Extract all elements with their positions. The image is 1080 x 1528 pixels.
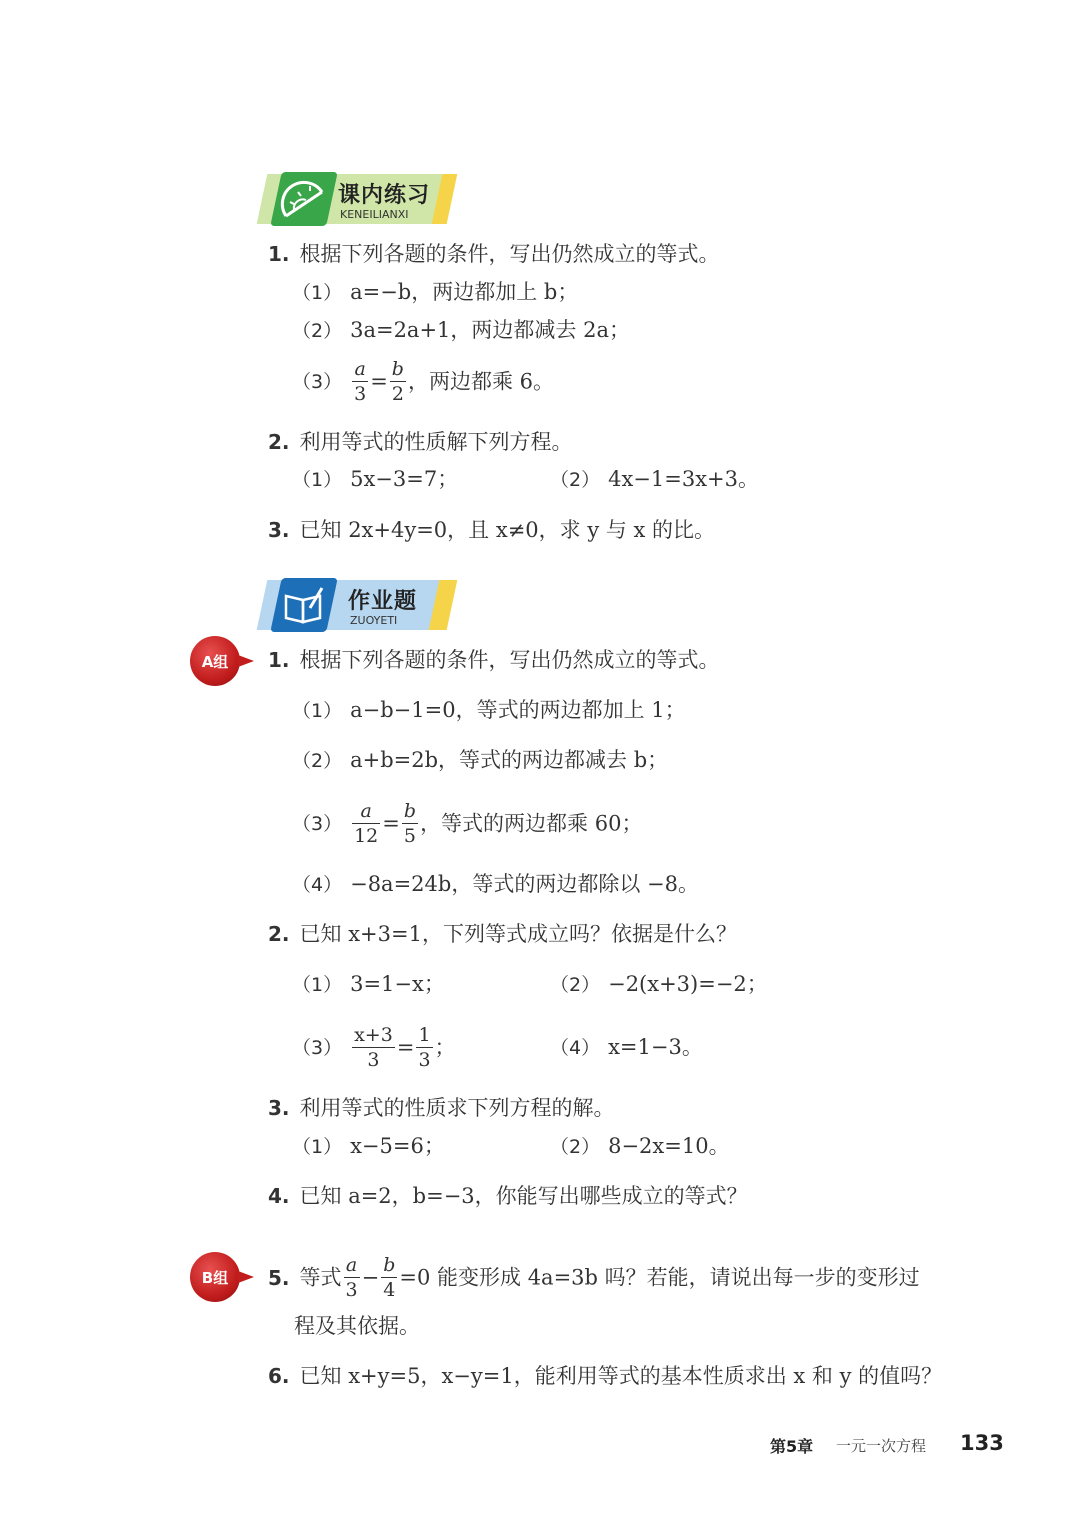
- homework-q2-s2: [550, 970, 768, 999]
- book-pencil-icon: [270, 578, 337, 632]
- sub-text: 4x−1=3x+3。: [608, 467, 760, 491]
- group-a-badge: A组: [190, 636, 240, 686]
- sub-label: （2）: [292, 750, 343, 772]
- fraction: [352, 357, 368, 406]
- sub-label: （2）: [292, 320, 343, 342]
- numerator: a: [345, 1254, 358, 1276]
- practice-title: 课内练习: [338, 183, 431, 208]
- denominator: 4: [381, 1277, 397, 1302]
- question-number: 3.: [268, 518, 290, 542]
- numerator: b: [383, 1254, 396, 1276]
- question-text: 利用等式的性质解下列方程。: [299, 430, 573, 454]
- group-b-badge: B组: [190, 1252, 240, 1302]
- equals-sign: =: [396, 1035, 415, 1060]
- question-text: 已知 x+y=5，x−y=1，能利用等式的基本性质求出 x 和 y 的值吗？: [299, 1364, 943, 1388]
- practice-q3: [268, 516, 715, 544]
- practice-q1-s2: [292, 316, 630, 345]
- practice-q1: [268, 240, 720, 268]
- question-text: 已知 x+3=1，下列等式成立吗？依据是什么？: [299, 922, 737, 946]
- numerator: 1: [418, 1024, 431, 1046]
- sub-label: （1）: [292, 1136, 343, 1158]
- homework-q3: [268, 1094, 615, 1122]
- question-text: 根据下列各题的条件，写出仍然成立的等式。: [299, 242, 720, 266]
- footer-chapter: 第5章: [770, 1437, 814, 1456]
- sub-text: 8−2x=10。: [608, 1134, 730, 1158]
- practice-q1-s3: [292, 352, 554, 410]
- sub-label: （1）: [292, 974, 343, 996]
- denominator: 3: [352, 1047, 395, 1072]
- sub-label: （2）: [550, 1136, 601, 1158]
- denominator: 2: [390, 381, 406, 406]
- homework-q3-s2: [550, 1132, 730, 1161]
- sub-text: a=−b，两边都加上 b；: [350, 280, 579, 304]
- question-number: 5.: [268, 1265, 290, 1290]
- protractor-icon: [270, 172, 337, 226]
- homework-q5-line2: [294, 1312, 420, 1340]
- homework-title: 作业题: [348, 589, 418, 614]
- homework-q4: [268, 1182, 748, 1210]
- fraction: [402, 799, 418, 848]
- fraction: [390, 357, 406, 406]
- question-text: 根据下列各题的条件，写出仍然成立的等式。: [299, 648, 720, 672]
- question-number: 1.: [268, 648, 290, 672]
- sub-label: （1）: [292, 469, 343, 491]
- denominator: 3: [354, 383, 367, 405]
- equals-sign: =: [382, 811, 400, 836]
- homework-q3-s1: [292, 1132, 445, 1161]
- question-number: 2.: [268, 922, 290, 946]
- practice-banner: [268, 174, 458, 224]
- sub-label: （3）: [292, 812, 343, 835]
- sub-text: ，等式的两边都乘 60；: [420, 811, 643, 836]
- sub-text: −8a=24b，等式的两边都除以 −8。: [350, 872, 699, 896]
- question-number: 6.: [268, 1364, 290, 1388]
- sub-text: a−b−1=0，等式的两边都加上 1；: [350, 698, 686, 722]
- sub-label: （4）: [550, 1037, 601, 1059]
- sub-text: 3=1−x；: [350, 972, 445, 996]
- question-number: 4.: [268, 1184, 290, 1208]
- question-number: 1.: [268, 242, 290, 266]
- homework-q1-s1: [292, 696, 686, 725]
- practice-q2-s1: [292, 465, 458, 494]
- sub-text: −2(x+3)=−2；: [608, 972, 768, 996]
- sub-label: （1）: [292, 700, 343, 722]
- homework-q1-s2: [292, 746, 668, 775]
- sub-text: a+b=2b，等式的两边都减去 b；: [350, 748, 669, 772]
- denominator: 3: [418, 1049, 431, 1071]
- homework-q2-s1: [292, 970, 445, 999]
- sub-label: （1）: [292, 282, 343, 304]
- fraction: [416, 1023, 432, 1072]
- sub-label: （3）: [292, 370, 343, 393]
- fraction: [381, 1253, 397, 1302]
- question-text: 已知 a=2，b=−3，你能写出哪些成立的等式？: [299, 1184, 748, 1208]
- sub-label: （4）: [292, 874, 343, 896]
- homework-q2-s4: [550, 1033, 703, 1062]
- page-number: 133: [960, 1431, 1004, 1455]
- homework-q1-s3: [292, 794, 642, 852]
- homework-subtitle: ZUOYETI: [350, 614, 398, 627]
- sub-text: x−5=6；: [350, 1134, 445, 1158]
- equals-sign: =: [370, 369, 388, 394]
- sub-label: （2）: [550, 974, 601, 996]
- group-a-arrow: [238, 655, 254, 667]
- practice-subtitle: KENEILIANXI: [340, 208, 409, 221]
- numerator: a: [354, 358, 366, 380]
- question-number: 3.: [268, 1096, 290, 1120]
- footer-chapter-title: 一元一次方程: [836, 1437, 927, 1455]
- sub-text: ，两边都乘 6。: [407, 369, 555, 394]
- practice-q1-s1: [292, 278, 578, 307]
- fraction: [352, 1023, 395, 1072]
- question-text: 等式: [299, 1265, 342, 1290]
- question-text: 程及其依据。: [294, 1314, 420, 1338]
- numerator: b: [403, 800, 417, 822]
- numerator: x+3: [354, 1024, 393, 1046]
- denominator: 5: [402, 823, 418, 848]
- homework-q1-s4: [292, 870, 699, 899]
- denominator: 3: [345, 1279, 358, 1301]
- denominator: 12: [354, 825, 379, 847]
- sub-text: 3a=2a+1，两边都减去 2a；: [350, 318, 630, 342]
- fraction: [352, 799, 380, 848]
- group-b-arrow: [238, 1271, 254, 1283]
- practice-q2: [268, 428, 573, 456]
- question-number: 2.: [268, 430, 290, 454]
- fraction: [344, 1253, 360, 1302]
- homework-q6: [268, 1362, 942, 1390]
- sub-text: x=1−3。: [608, 1035, 703, 1059]
- question-text: =0 能变形成 4a=3b 吗？若能，请说出每一步的变形过: [399, 1265, 920, 1290]
- practice-q2-s2: [550, 465, 759, 494]
- sub-text: ；: [434, 1035, 456, 1060]
- minus-sign: −: [361, 1265, 380, 1290]
- sub-label: （3）: [292, 1036, 343, 1059]
- homework-banner: [268, 580, 458, 630]
- question-text: 利用等式的性质求下列方程的解。: [299, 1096, 615, 1120]
- homework-q5: [268, 1248, 920, 1306]
- numerator: a: [360, 800, 372, 822]
- homework-q2: [268, 920, 737, 948]
- homework-q2-s3: [292, 1018, 456, 1076]
- sub-text: 5x−3=7；: [350, 467, 459, 491]
- homework-q1: [268, 646, 720, 674]
- sub-label: （2）: [550, 469, 601, 491]
- question-text: 已知 2x+4y=0，且 x≠0，求 y 与 x 的比。: [299, 518, 716, 542]
- numerator: b: [391, 358, 404, 380]
